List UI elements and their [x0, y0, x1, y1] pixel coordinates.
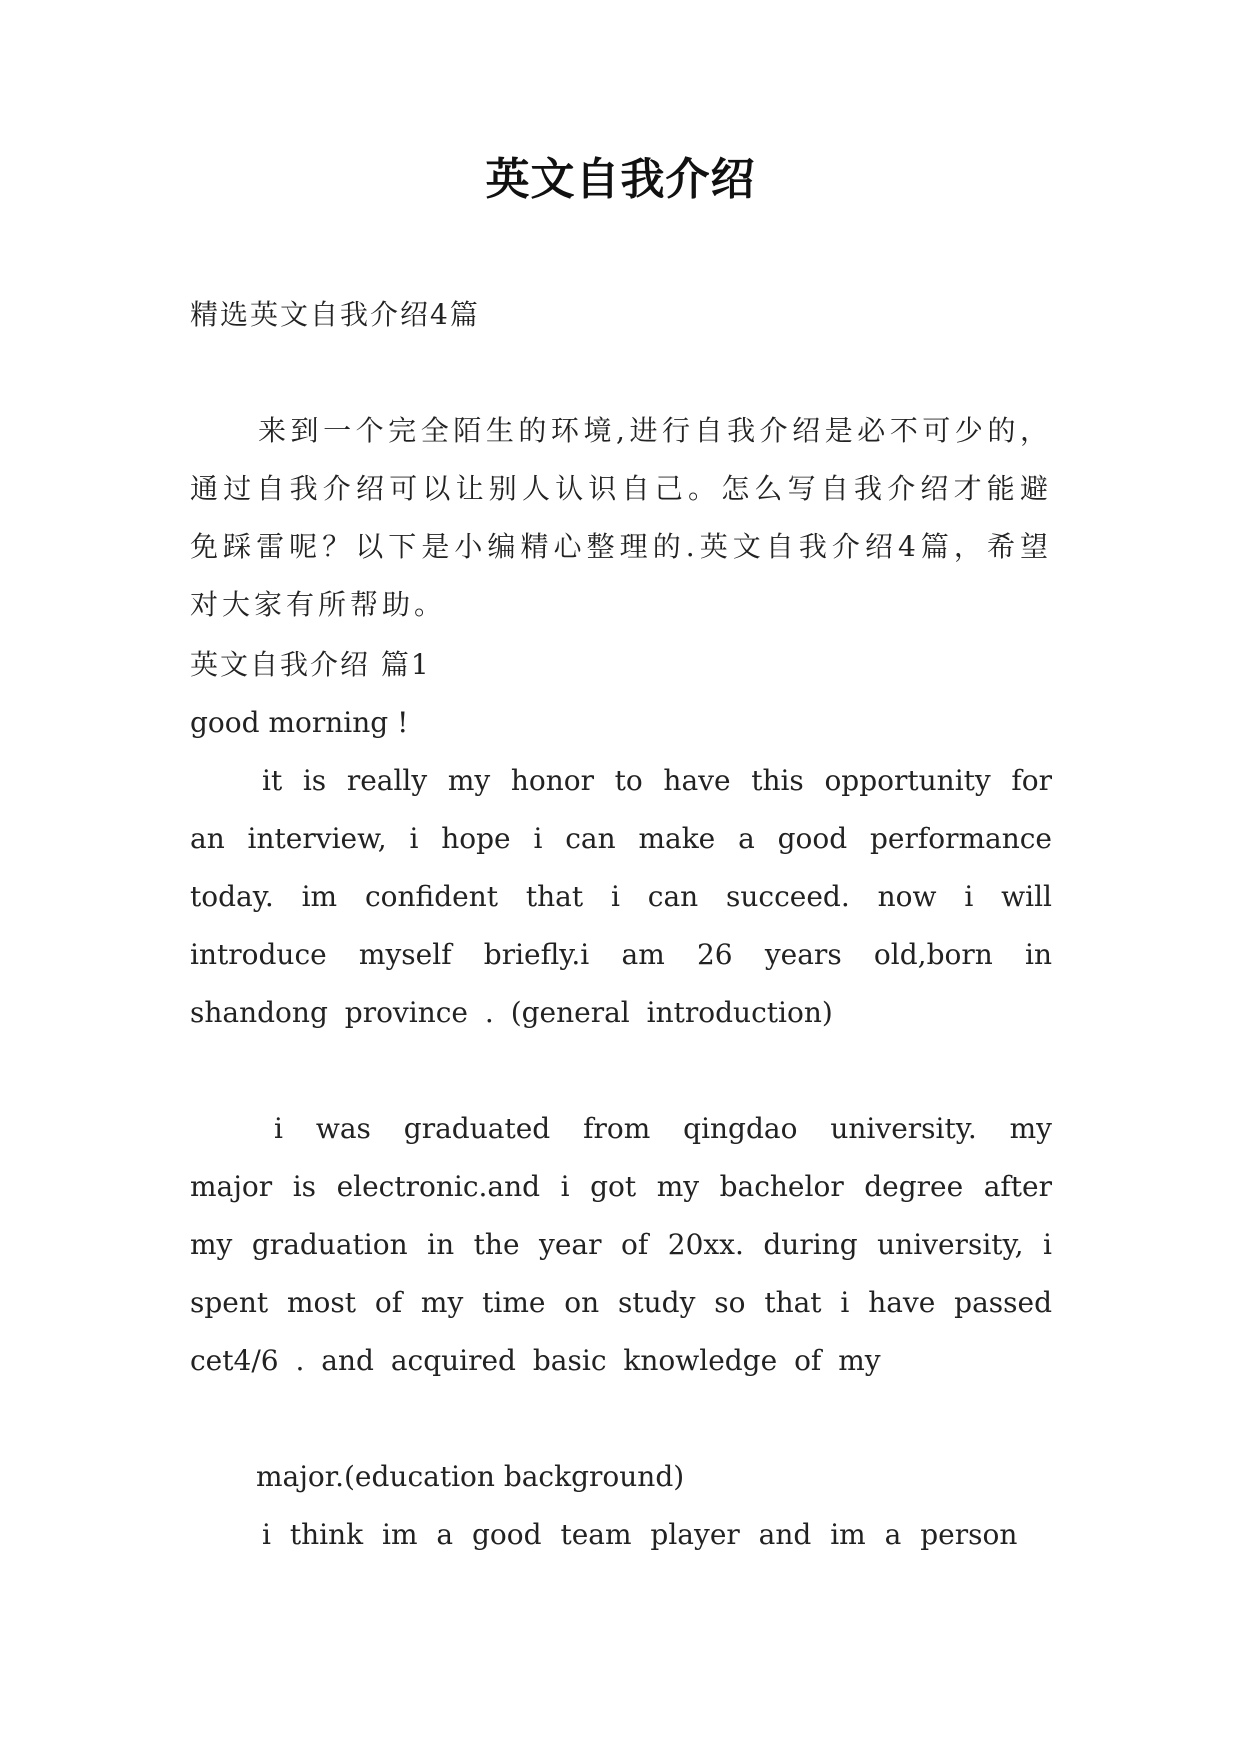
greeting-line: good morning !: [190, 706, 409, 739]
body-paragraph-4: i think im a good team player and im a person: [262, 1518, 1018, 1551]
page-title: 英文自我介绍: [485, 154, 756, 205]
document-subtitle: 精选英文自我介绍4篇: [190, 298, 480, 331]
body-paragraph-2: i was graduated from qingdao university. my major is electronic.and i got my bachelor degree after my graduation in the year of 20xx. during university, i spent most of my time on study so that i have passed cet4/6 . and acquired basic knowledge of my: [190, 1112, 1052, 1377]
intro-paragraph: 来到一个完全陌生的环境,进行自我介绍是必不可少的，通过自我介绍可以让别人认识自己。怎么写自我介绍才能避免踩雷呢？以下是小编精心整理的.英文自我介绍4篇，希望对大家有所帮助。: [190, 414, 1052, 621]
body-paragraph-1: it is really my honor to have this opportunity for an interview, i hope i can make a good performance today. im confident that i can succeed. now i will introduce myself briefly.i am 26 years old,born in shandong province . (general introduction): [190, 764, 1052, 1029]
section-heading: 英文自我介绍 篇1: [190, 648, 431, 681]
body-paragraph-3: major.(education background): [256, 1460, 685, 1493]
